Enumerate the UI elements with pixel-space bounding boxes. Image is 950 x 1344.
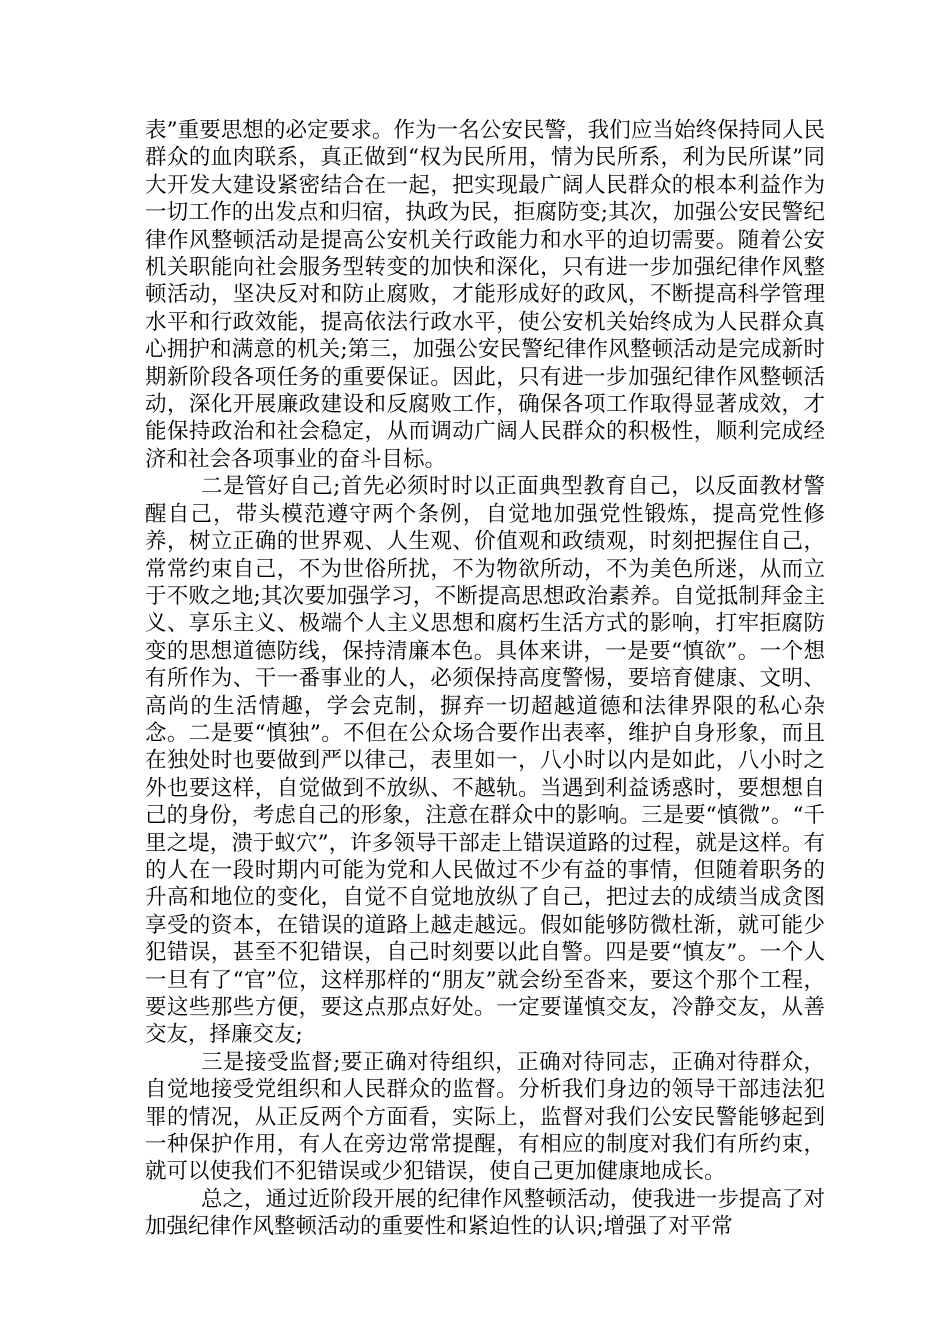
document-body bbox=[145, 117, 825, 1241]
paragraph-3: 三是接受监督;要正确对待组织，正确对待同志，正确对待群众，自觉地接受党组织和人民群众的监督。分析我们身边的领导干部违法犯罪的情况，从正反两个方面看，实际上，监督对我们公安民警能够起到一种保护作用，有人在旁边常常提醒，有相应的制度对我们有所约束，就可以使我们不犯错误或少犯错误，使自己更加健康地成长。 bbox=[145, 1049, 825, 1185]
paragraph-4: 总之，通过近阶段开展的纪律作风整顿活动，使我进一步提高了对加强纪律作风整顿活动的重要性和紧迫性的认识;增强了对平常 bbox=[145, 1186, 825, 1240]
paragraph-1: 表”重要思想的必定要求。作为一名公安民警，我们应当始终保持同人民群众的血肉联系，真正做到“权为民所用，情为民所系，利为民所谋”同大开发大建设紧密结合在一起，把实现最广阔人民群众的根本利益作为一切工作的出发点和归宿，执政为民，拒腐防变;其次，加强公安民警纪律作风整顿活动是提高公安机关行政能力和水平的迫切需要。随着公安机关职能向社会服务型转变的加快和深化，只有进一步加强纪律作风整顿活动，坚决反对和防止腐败，才能形成好的政风，不断提高科学管理水平和行政效能，提高依法行政水平，使公安机关始终成为人民群众真心拥护和满意的机关;第三，加强公安民警纪律作风整顿活动是完成新时期新阶段各项任务的重要保证。因此，只有进一步加强纪律作风整顿活动，深化开展廉政建设和反腐败工作，确保各项工作取得显著成效，才能保持政治和社会稳定，从而调动广阔人民群众的积极性，顺利完成经济和社会各项事业的奋斗目标。 bbox=[145, 118, 825, 472]
paragraph-2: 二是管好自己;首先必须时时以正面典型教育自己，以反面教材警醒自己，带头模范遵守两个条例，自觉地加强党性锻炼，提高党性修养，树立正确的世界观、人生观、价值观和政绩观，时刻把握住自己，常常约束自己，不为世俗所扰，不为物欲所动，不为美色所迷，从而立于不败之地;其次要加强学习，不断提高思想政治素养。自觉抵制拜金主义、享乐主义、极端个人主义思想和腐朽生活方式的影响，打牢拒腐防变的思想道德防线，保持清廉本色。具体来讲，一是要“慎欲”。一个想有所作为、干一番事业的人，必须保持高度警惕，要培育健康、文明、高尚的生活情趣，学会克制，摒弃一切超越道德和法律界限的私心杂念。二是要“慎独”。不但在公众场合要作出表率，维护自身形象，而且在独处时也要做到严以律己，表里如一，八小时以内是如此，八小时之外也要这样，自觉做到不放纵、不越轨。当遇到利益诱惑时，要想想自己的身份，考虑自己的形象，注意在群众中的影响。三是要“慎微”。“千里之堤，溃于蚁穴”，许多领导干部走上错误道路的过程，就是这样。有的人在一段时期内可能为党和人民做过不少有益的事情，但随着职务的升高和地位的变化，自觉不自觉地放纵了自己，把过去的成绩当成贪图享受的资本，在错误的道路上越走越远。假如能够防微杜渐，就可能少犯错误，甚至不犯错误，自己时刻要以此自警。四是要“慎友”。一个人一旦有了“官”位，这样那样的“朋友”就会纷至沓来，要这个那个工程，要这些那些方便，要这点那点好处。一定要谨慎交友，冷静交友，从善交友，择廉交友; bbox=[145, 474, 825, 1048]
